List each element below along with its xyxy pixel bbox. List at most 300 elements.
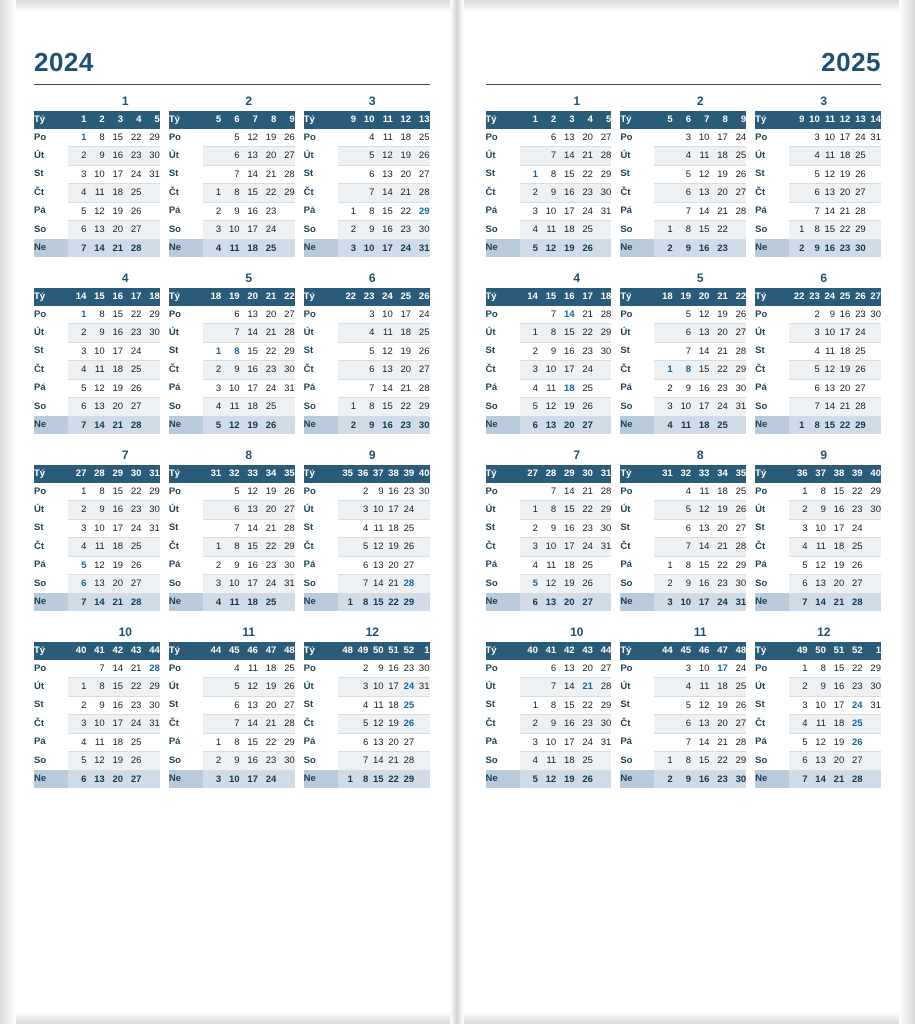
day-label: Pá: [303, 205, 316, 216]
day-label: Út: [485, 149, 496, 161]
day-cell: 8: [808, 660, 826, 678]
calendar-row: [620, 324, 746, 343]
week-number: 44: [203, 642, 221, 660]
day-cell: 22: [709, 361, 727, 380]
day-cell: 11: [691, 678, 709, 697]
day-cell: 2: [353, 660, 368, 678]
day-cell: [593, 575, 611, 594]
day-label: St: [755, 345, 765, 356]
day-cell: 20: [105, 575, 123, 594]
day-cell: 6: [538, 129, 556, 147]
day-cell: 1: [68, 306, 86, 324]
day-cell: 27: [844, 575, 862, 594]
day-cell: 8: [356, 202, 374, 221]
day-cell: 4: [520, 752, 538, 771]
day-label: Po: [485, 662, 498, 674]
calendar-row: [755, 696, 881, 715]
day-cell: 13: [240, 147, 258, 166]
day-label: Pá: [755, 736, 767, 747]
day-cell: 4: [520, 221, 538, 240]
day-cell: 1: [520, 324, 538, 343]
day-cell: 1: [789, 660, 807, 678]
day-label: Út: [755, 680, 766, 692]
day-cell: 30: [276, 752, 294, 771]
day-cell: 17: [384, 678, 399, 697]
week-number: 9: [789, 111, 804, 129]
day-cell: 7: [221, 715, 239, 734]
day-cell: 8: [673, 556, 691, 575]
day-cell: 19: [105, 202, 123, 221]
day-cell: 17: [556, 202, 574, 221]
day-label: Ne: [755, 593, 789, 611]
month-cell: [304, 111, 430, 257]
day-cell: 25: [399, 696, 414, 715]
calendar-row: [304, 752, 430, 771]
day-cell: 11: [240, 660, 258, 678]
month-block: [304, 288, 430, 434]
day-cell: 27: [411, 165, 429, 184]
day-cell: 24: [123, 165, 141, 184]
day-cell: 30: [276, 556, 294, 575]
day-cell: 3: [68, 165, 86, 184]
day-cell: 14: [556, 147, 574, 166]
month-gap: [758, 622, 767, 642]
calendar-row: [755, 593, 881, 611]
calendar-row: [486, 660, 612, 678]
day-cell: 24: [399, 501, 414, 520]
day-cell: 4: [68, 361, 86, 380]
day-cell: 6: [520, 593, 538, 611]
day-cell: 13: [368, 733, 383, 752]
calendar-row: [620, 501, 746, 520]
day-cell: 5: [804, 165, 819, 184]
day-cell: 3: [353, 501, 368, 520]
month-gap: [306, 91, 315, 111]
day-label: Út: [303, 503, 314, 515]
day-cell: [338, 519, 353, 538]
day-cell: 4: [356, 324, 374, 343]
day-cell: 18: [691, 416, 709, 434]
day-cell: 6: [68, 221, 86, 240]
day-cell: 12: [808, 733, 826, 752]
day-cell: 7: [789, 770, 807, 788]
day-cell: 24: [728, 660, 746, 678]
week-number: 13: [850, 111, 865, 129]
calendar-row: [486, 696, 612, 715]
week-number: 14: [68, 288, 86, 306]
day-cell: [789, 202, 804, 221]
week-number-row: [486, 642, 612, 660]
week-label-cell: Tý: [755, 288, 789, 306]
week-number-row: [34, 465, 160, 483]
week-label-cell: Tý: [304, 288, 338, 306]
week-number: 41: [86, 642, 104, 660]
day-cell: 15: [240, 184, 258, 203]
day-cell: 25: [844, 715, 862, 734]
day-label: Čt: [485, 717, 496, 729]
day-cell: 24: [575, 361, 593, 380]
book-spine: [450, 0, 464, 1024]
day-cell: 15: [368, 593, 383, 611]
day-cell: [866, 398, 881, 417]
week-number: 21: [709, 288, 727, 306]
day-cell: 8: [86, 306, 104, 324]
day-cell: 21: [258, 165, 276, 184]
day-cell: 2: [654, 575, 672, 594]
month-cell: [169, 642, 295, 788]
day-cell: 2: [68, 696, 86, 715]
day-cell: 16: [240, 202, 258, 221]
day-label: Pá: [168, 736, 181, 747]
day-cell: 21: [105, 593, 123, 611]
month-head-spacer: [486, 445, 520, 465]
month-block: [304, 642, 430, 788]
day-label: Ne: [169, 770, 203, 788]
day-cell: 2: [520, 342, 538, 361]
day-cell: 20: [105, 221, 123, 240]
day-cell: 4: [520, 379, 538, 398]
calendar-row: [486, 221, 612, 240]
day-cell: 26: [276, 678, 294, 697]
calendar-row: [755, 519, 881, 538]
month-cell: [304, 465, 430, 611]
week-label-cell: Tý: [304, 111, 338, 129]
day-label: Ne: [755, 416, 789, 434]
day-cell: 30: [414, 483, 429, 501]
day-cell: 22: [575, 501, 593, 520]
day-cell: 3: [789, 519, 807, 538]
calendar-row: [486, 715, 612, 734]
calendar-row: [755, 165, 881, 184]
day-label: St: [755, 522, 765, 533]
day-cell: [141, 416, 159, 434]
day-cell: 14: [808, 770, 826, 788]
calendar-row: [755, 342, 881, 361]
week-number: 44: [593, 642, 611, 660]
day-label: Ne: [34, 770, 68, 788]
day-cell: 21: [258, 715, 276, 734]
day-cell: 27: [728, 715, 746, 734]
day-label: Út: [755, 149, 766, 161]
day-cell: [338, 306, 356, 324]
day-cell: 10: [221, 221, 239, 240]
day-cell: [338, 324, 356, 343]
day-cell: 13: [538, 593, 556, 611]
calendar-row: [620, 483, 746, 501]
day-cell: 7: [804, 398, 819, 417]
calendar-row: [304, 202, 430, 221]
day-label: So: [485, 400, 498, 412]
day-cell: 9: [368, 660, 383, 678]
week-number: 14: [520, 288, 538, 306]
day-cell: [863, 770, 881, 788]
quarter-table: [486, 288, 882, 434]
day-cell: 20: [826, 575, 844, 594]
calendar-row: [304, 306, 430, 324]
day-cell: 30: [863, 678, 881, 697]
day-label: So: [34, 577, 47, 589]
day-cell: 17: [105, 715, 123, 734]
day-cell: 14: [820, 202, 835, 221]
day-cell: 23: [709, 239, 727, 257]
calendar-row: [34, 660, 160, 678]
week-number-row: [304, 111, 430, 129]
day-cell: [593, 752, 611, 771]
day-cell: 16: [374, 416, 392, 434]
week-number: 28: [86, 465, 104, 483]
day-cell: 11: [691, 483, 709, 501]
week-number: 2: [538, 111, 556, 129]
day-cell: [866, 379, 881, 398]
day-cell: 14: [240, 519, 258, 538]
day-cell: 3: [654, 398, 672, 417]
day-cell: 29: [276, 733, 294, 752]
day-cell: 8: [221, 538, 239, 557]
day-cell: [203, 678, 221, 697]
day-cell: 25: [411, 129, 429, 147]
day-cell: 21: [105, 239, 123, 257]
month-number: 12: [817, 625, 831, 639]
week-number: 52: [399, 642, 414, 660]
calendar-row: [34, 379, 160, 398]
quarter-table: [34, 288, 430, 434]
week-number-row: [486, 465, 612, 483]
day-cell: 7: [86, 660, 104, 678]
day-cell: 8: [673, 752, 691, 771]
calendar-row: [169, 147, 295, 166]
day-cell: 22: [258, 342, 276, 361]
calendar-row: [34, 202, 160, 221]
day-cell: 8: [804, 221, 819, 240]
week-number: 15: [538, 288, 556, 306]
day-cell: 4: [804, 147, 819, 166]
day-cell: 19: [835, 165, 850, 184]
day-cell: 10: [221, 379, 239, 398]
calendar-row: [304, 483, 430, 501]
day-cell: 30: [411, 416, 429, 434]
month-number: 6: [368, 271, 376, 285]
page-title: 2024: [34, 47, 94, 77]
day-cell: 13: [86, 221, 104, 240]
day-cell: 4: [804, 342, 819, 361]
day-cell: 29: [593, 501, 611, 520]
calendar-row: [34, 165, 160, 184]
day-cell: 12: [86, 379, 104, 398]
day-cell: 29: [276, 184, 294, 203]
day-cell: 6: [221, 696, 239, 715]
day-cell: 30: [141, 147, 159, 166]
day-cell: 12: [820, 165, 835, 184]
day-cell: 25: [728, 678, 746, 697]
day-cell: 19: [556, 398, 574, 417]
calendar-row: [755, 483, 881, 501]
day-label: St: [485, 345, 495, 356]
day-cell: 9: [221, 361, 239, 380]
day-cell: 15: [826, 483, 844, 501]
day-cell: 3: [68, 715, 86, 734]
week-number: 5: [654, 111, 672, 129]
day-cell: 11: [86, 184, 104, 203]
day-cell: 26: [276, 483, 294, 501]
day-cell: 6: [520, 416, 538, 434]
month-number: 2: [696, 94, 704, 108]
day-cell: 14: [691, 202, 709, 221]
day-cell: 2: [789, 678, 807, 697]
calendar-row: [304, 538, 430, 557]
week-label-cell: Tý: [486, 111, 520, 129]
day-cell: 4: [673, 678, 691, 697]
day-label: Po: [755, 485, 768, 497]
day-cell: 6: [68, 398, 86, 417]
day-cell: 25: [123, 538, 141, 557]
week-number: 22: [338, 288, 356, 306]
day-cell: 2: [203, 202, 221, 221]
calendar-row: [755, 501, 881, 520]
day-cell: [654, 184, 672, 203]
day-label: Čt: [485, 540, 496, 552]
day-cell: 5: [68, 379, 86, 398]
day-cell: 22: [123, 678, 141, 697]
day-cell: 1: [68, 483, 86, 501]
day-label: St: [620, 345, 630, 356]
day-cell: 11: [221, 398, 239, 417]
day-cell: 10: [538, 202, 556, 221]
week-number: 50: [808, 642, 826, 660]
day-label: So: [485, 754, 498, 766]
day-cell: 28: [593, 483, 611, 501]
day-label: Út: [168, 149, 179, 161]
day-cell: 26: [575, 398, 593, 417]
day-label: Ne: [755, 239, 789, 257]
day-label: Út: [620, 503, 631, 515]
day-cell: 16: [691, 575, 709, 594]
calendar-row: [304, 416, 430, 434]
month-block: [486, 465, 612, 611]
day-cell: 7: [538, 147, 556, 166]
week-number: 6: [221, 111, 239, 129]
day-cell: 1: [203, 184, 221, 203]
day-cell: 28: [411, 379, 429, 398]
day-cell: 20: [575, 129, 593, 147]
day-cell: 18: [105, 538, 123, 557]
month-numbers-row: [486, 445, 882, 465]
day-label: So: [168, 577, 181, 589]
day-label: Pá: [485, 559, 498, 570]
day-cell: 5: [789, 556, 807, 575]
day-cell: 22: [844, 660, 862, 678]
day-cell: 20: [258, 147, 276, 166]
day-cell: 10: [691, 129, 709, 147]
day-cell: 7: [221, 324, 239, 343]
day-cell: 22: [258, 538, 276, 557]
calendar-row: [620, 770, 746, 788]
calendar-row: [486, 556, 612, 575]
day-label: St: [755, 699, 765, 710]
week-number: 40: [68, 642, 86, 660]
day-cell: 31: [728, 398, 746, 417]
day-cell: [203, 696, 221, 715]
day-cell: 19: [258, 678, 276, 697]
quarter-block: [34, 91, 430, 257]
day-cell: 17: [240, 770, 258, 788]
calendar-row: [620, 202, 746, 221]
day-cell: 16: [105, 324, 123, 343]
day-label: Čt: [303, 363, 314, 375]
month-gap: [634, 622, 643, 642]
month-block: [486, 111, 612, 257]
month-gap: [634, 445, 643, 465]
calendar-row: [755, 361, 881, 380]
day-cell: 17: [240, 379, 258, 398]
day-cell: 22: [384, 593, 399, 611]
day-label: Pá: [755, 559, 767, 570]
calendar-row: [169, 398, 295, 417]
day-cell: 11: [221, 593, 239, 611]
day-cell: 8: [673, 221, 691, 240]
day-cell: [863, 556, 881, 575]
day-cell: 19: [384, 538, 399, 557]
day-label: St: [303, 168, 314, 179]
day-cell: 28: [276, 715, 294, 734]
calendar-row: [755, 184, 881, 203]
day-cell: 3: [673, 660, 691, 678]
week-number: 37: [808, 465, 826, 483]
day-cell: 4: [203, 239, 221, 257]
day-label: Út: [168, 326, 179, 338]
day-cell: 26: [575, 575, 593, 594]
day-cell: 18: [556, 379, 574, 398]
week-number-row: [486, 111, 612, 129]
day-cell: [789, 184, 804, 203]
month-gap-cell: [295, 111, 304, 257]
day-cell: 3: [520, 202, 538, 221]
day-cell: 11: [86, 538, 104, 557]
day-cell: 25: [276, 660, 294, 678]
day-label: Pá: [755, 382, 767, 393]
month-number: 8: [245, 448, 253, 462]
calendar-row: [755, 306, 881, 324]
month-block: [34, 465, 160, 611]
day-cell: 9: [356, 221, 374, 240]
day-label: Ne: [620, 239, 654, 257]
day-cell: 29: [141, 129, 159, 147]
day-cell: 20: [835, 379, 850, 398]
calendar-row: [620, 678, 746, 697]
week-number: 38: [384, 465, 399, 483]
day-cell: 23: [399, 483, 414, 501]
day-cell: 21: [835, 202, 850, 221]
day-cell: 12: [538, 239, 556, 257]
day-label: Čt: [168, 363, 179, 375]
day-cell: 6: [221, 501, 239, 520]
day-label: Po: [34, 131, 47, 143]
day-cell: 29: [141, 483, 159, 501]
day-cell: 21: [575, 306, 593, 324]
day-cell: [654, 147, 672, 166]
day-cell: [520, 678, 538, 697]
week-number: 44: [141, 642, 159, 660]
week-number: 9: [338, 111, 356, 129]
day-cell: 15: [374, 202, 392, 221]
day-cell: [203, 519, 221, 538]
week-label-cell: Tý: [169, 465, 203, 483]
calendar-row: [34, 239, 160, 257]
day-cell: 31: [276, 575, 294, 594]
month-cell: [169, 465, 295, 611]
day-cell: [338, 556, 353, 575]
calendar-row: [304, 696, 430, 715]
day-cell: 15: [691, 752, 709, 771]
